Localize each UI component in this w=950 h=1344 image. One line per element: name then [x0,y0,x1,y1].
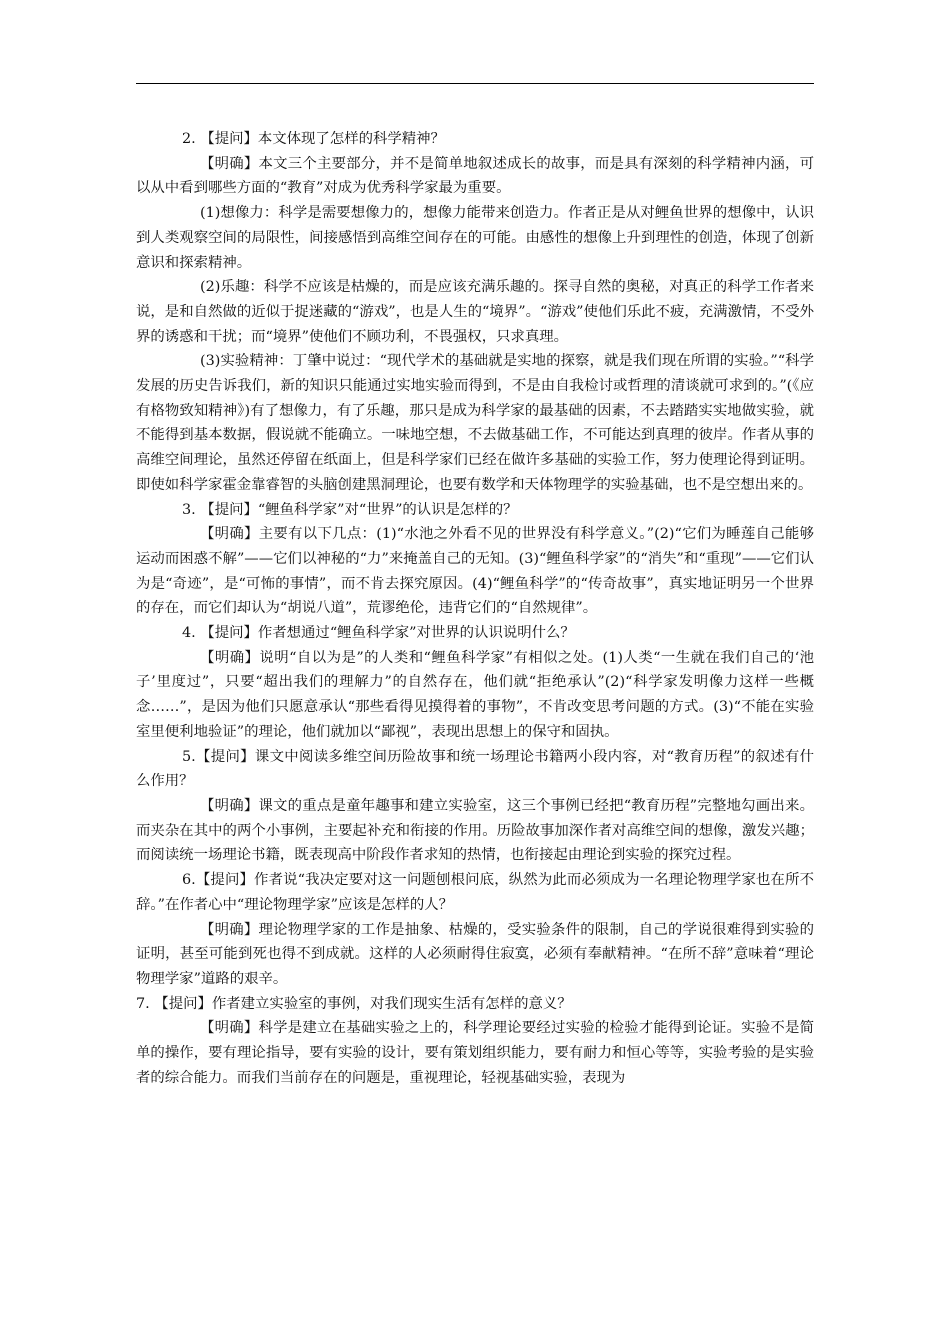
document-body [136,127,814,1090]
header-rule [136,83,814,84]
question-5: 5.【提问】课文中阅读多维空间历险故事和统一场理论书籍两小段内容，对“教育历程”的叙述有什么作用？ [136,748,814,790]
answer-2-point-fun: (2)乐趣：科学不应该是枯燥的，而是应该充满乐趣的。探寻自然的奥秘，对真正的科学工作者来说，是和自然做的近似于捉迷藏的“游戏”，也是人生的“境界”。“游戏”使他们乐此不疲，充满激情，不受外界的诱惑和干扰；而“境界”使他们不顾功利，不畏强权，只求真理。 [136,279,814,345]
answer-6: 【明确】理论物理学家的工作是抽象、枯燥的，受实验条件的限制，自己的学说很难得到实验的证明，甚至可能到死也得不到成就。这样的人必须耐得住寂寞，必须有奉献精神。“在所不辞”意味着“理论物理学家”道路的艰辛。 [136,921,814,987]
answer-4: 【明确】说明“自以为是”的人类和“鲤鱼科学家”有相似之处。(1)人类“一生就在我们自己的‘池子’里度过”，只要“超出我们的理解力”的自然存在，他们就“拒绝承认”(2)“科学家发明像力这样一些概念……”，是因为他们只愿意承认“那些看得见摸得着的事物”，不肯改变思考问题的方式。(3)“不能在实验室里便利地验证”的理论，他们就加以“鄙视”，表现出思想上的保守和固执。 [136,649,814,740]
answer-2: 【明确】本文三个主要部分，并不是简单地叙述成长的故事，而是具有深刻的科学精神内涵，可以从中看到哪些方面的“教育”对成为优秀科学家最为重要。 [136,155,814,197]
answer-3: 【明确】主要有以下几点：(1)“水池之外看不见的世界没有科学意义。”(2)“它们为睡莲自己能够运动而困惑不解”——它们以神秘的“力”来掩盖自己的无知。(3)“鲤鱼科学家”的“消失”和“重现”——它们认为是“奇迹”，是“可怖的事情”，而不肯去探究原因。(4)“鲤鱼科学”的“传奇故事”，真实地证明另一个世界的存在，而它们却认为“胡说八道”，荒谬绝伦，违背它们的“自然规律”。 [136,526,814,617]
answer-2-point-experiment: (3)实验精神：丁肇中说过：“现代学术的基础就是实地的探察，就是我们现在所谓的实验。”“科学发展的历史告诉我们，新的知识只能通过实地实验而得到，不是由自我检讨或哲理的清谈就可求到的。”(《应有格物致知精神》)有了想像力，有了乐趣，那只是成为科学家的最基础的因素，不去踏踏实实地做实验，就不能得到基本数据，假说就不能确立。一味地空想，不去做基础工作，不可能达到真理的彼岸。作者从事的高维空间理论，虽然还停留在纸面上，但是科学家们已经在做许多基础的实验工作，努力使理论得到证明。即使如科学家霍金靠睿智的头脑创建黑洞理论，也要有数学和天体物理学的实验基础，也不是空想出来的。 [136,353,814,493]
question-6: 6.【提问】作者说“我决定要对这一问题刨根问底，纵然为此而必须成为一名理论物理学家也在所不辞。”在作者心中“理论物理学家”应该是怎样的人？ [136,872,814,913]
answer-5: 【明确】课文的重点是童年趣事和建立实验室，这三个事例已经把“教育历程”完整地勾画出来。而夹杂在其中的两个小事例，主要起补充和衔接的作用。历险故事加深作者对高维空间的想像，激发兴趣；而阅读统一场理论书籍，既表现高中阶段作者求知的热情，也衔接起由理论到实验的探究过程。 [136,797,814,864]
question-7: 7. 【提问】作者建立实验室的事例，对我们现实生活有怎样的意义？ [136,995,572,1012]
answer-7: 【明确】科学是建立在基础实验之上的，科学理论要经过实验的检验才能得到论证。实验不是简单的操作，要有理论指导，要有实验的设计，要有策划组织能力，要有耐力和恒心等等，实验考验的是实验者的综合能力。而我们当前存在的问题是，重视理论，轻视基础实验，表现为 [136,1020,814,1086]
question-2: 2. 【提问】本文体现了怎样的科学精神？ [182,131,445,147]
question-3: 3. 【提问】“鲤鱼科学家”对“世界”的认识是怎样的？ [182,501,518,518]
answer-2-point-imagination: (1)想像力：科学是需要想像力的，想像力能带来创造力。作者正是从对鲤鱼世界的想像中，认识到人类观察空间的局限性，间接感悟到高维空间存在的可能。由感性的想像上升到理性的创造，体现了创新意识和探索精神。 [136,205,814,271]
question-4: 4. 【提问】作者想通过“鲤鱼科学家”对世界的认识说明什么？ [182,625,575,642]
